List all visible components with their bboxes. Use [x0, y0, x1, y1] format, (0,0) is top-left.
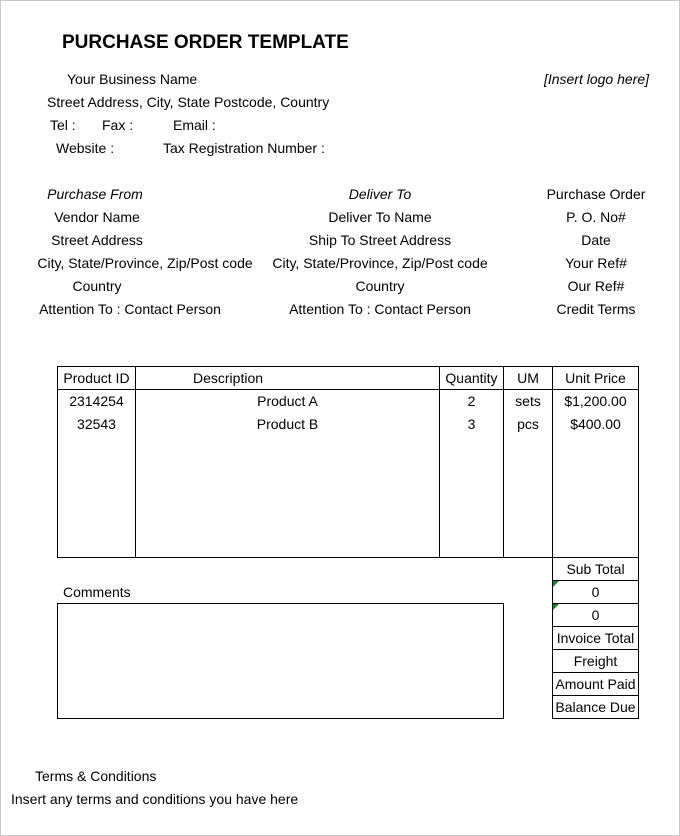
our-ref-label: Our Ref#	[567, 278, 625, 294]
deliver-to-line: Deliver To Name	[328, 209, 432, 225]
invoice-total-label: Invoice Total	[556, 630, 635, 646]
credit-terms-label: Credit Terms	[556, 301, 636, 317]
column-header: Product ID	[63, 370, 130, 386]
comments-label: Comments	[63, 584, 131, 600]
column-header: Description	[192, 370, 264, 386]
po-number-label: P. O. No#	[566, 209, 626, 225]
tel-label: Tel :	[50, 117, 76, 133]
column-header: Unit Price	[565, 370, 626, 386]
terms-text: Insert any terms and conditions you have here	[11, 791, 299, 807]
deliver-to-line: Ship To Street Address	[308, 232, 452, 248]
tax-label: Tax Registration Number :	[163, 140, 325, 156]
your-ref-label: Your Ref#	[565, 255, 627, 271]
product-id: 2314254	[69, 393, 124, 409]
total-value: 0	[591, 584, 600, 600]
purchase-from-line: Country	[72, 278, 122, 294]
purchase-from-line: Vendor Name	[54, 209, 140, 225]
deliver-to-line: City, State/Province, Zip/Post code	[272, 255, 488, 271]
description: Product B	[256, 416, 319, 432]
business-address: Street Address, City, State Postcode, Country	[47, 94, 330, 110]
column-header: Quantity	[445, 370, 498, 386]
freight-label: Freight	[573, 653, 618, 669]
purchase-from-heading: Purchase From	[47, 186, 143, 202]
business-name: Your Business Name	[67, 71, 198, 87]
unit-measure: sets	[515, 393, 541, 409]
page-title: PURCHASE ORDER TEMPLATE	[62, 32, 349, 53]
column-header: UM	[517, 370, 539, 386]
purchase-order-heading: Purchase Order	[546, 186, 646, 202]
comments-box[interactable]	[57, 603, 504, 719]
unit-price: $1,200.00	[564, 393, 627, 409]
sub-total-label: Sub Total	[566, 561, 625, 577]
email-label: Email :	[173, 117, 216, 133]
deliver-to-line: Country	[355, 278, 405, 294]
unit-measure: pcs	[517, 416, 539, 432]
unit-price: $400.00	[570, 416, 621, 432]
logo-placeholder: [Insert logo here]	[543, 71, 649, 87]
terms-heading: Terms & Conditions	[35, 768, 157, 784]
product-id: 32543	[77, 416, 116, 432]
purchase-from-line: Attention To : Contact Person	[39, 301, 221, 317]
balance-due-label: Balance Due	[555, 699, 636, 715]
quantity: 2	[467, 393, 476, 409]
purchase-from-line: Street Address	[51, 232, 143, 248]
fax-label: Fax :	[102, 117, 134, 133]
purchase-from-line: City, State/Province, Zip/Post code	[37, 255, 253, 271]
deliver-to-heading: Deliver To	[348, 186, 412, 202]
description: Product A	[257, 393, 318, 409]
quantity: 3	[467, 416, 476, 432]
deliver-to-line: Attention To : Contact Person	[289, 301, 471, 317]
total-value: 0	[591, 607, 600, 623]
amount-paid-label: Amount Paid	[555, 676, 636, 692]
date-label: Date	[581, 232, 611, 248]
website-label: Website :	[56, 140, 115, 156]
